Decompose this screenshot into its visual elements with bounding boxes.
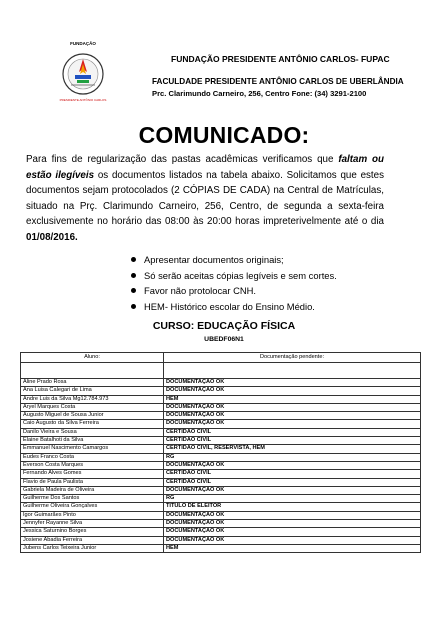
pending-document-cell: DOCUMENTAÇÃO OK [164,379,421,387]
svg-text:PRESIDENTE ANTÔNIO CARLOS: PRESIDENTE ANTÔNIO CARLOS [59,98,107,102]
student-name-cell: Guilherme Dos Santos [21,495,164,503]
class-code: UBEDF06N1 [204,336,244,343]
table-row [21,544,421,552]
table-row [21,520,421,528]
bullet-icon [131,304,136,309]
pending-document-cell: CERTIDÃO CIVIL [164,428,421,436]
page-title: COMUNICADO: [138,122,310,148]
table-row [21,461,421,469]
pending-document-cell: CERTIDÃO CIVIL [164,478,421,486]
course-title: CURSO: EDUCAÇÃO FÍSICA [152,320,296,332]
pending-document-cell: DOCUMENTAÇÃO OK [164,403,421,411]
pending-document-cell: DOCUMENTAÇÃO OK [164,486,421,494]
list-item: HEM- Histórico escolar do Ensino Médio. [130,299,337,315]
student-name-cell: Ana Luisa Calegari de Lima [21,387,164,395]
student-name-cell: Gabriela Madeira de Oliveira [21,486,164,494]
student-name-cell: Fernando Alves Gomes [21,470,164,478]
table-row [21,478,421,486]
student-name-cell: Everson Costa Marques [21,461,164,469]
table-row [21,486,421,494]
student-name-cell: Flavio de Paula Paulista [21,478,164,486]
faculty-name: FACULDADE PRESIDENTE ANTÔNIO CARLOS DE UBERLÂNDIA [152,77,404,86]
bullet-icon [131,273,136,278]
pending-document-cell: DOCUMENTAÇÃO OK [164,387,421,395]
pending-documents-table [20,352,421,553]
table-row [21,412,421,420]
student-name-cell: Andre Luis da Silva Mg12.784.973 [21,395,164,403]
table-row [21,387,421,395]
student-name-cell: Eudes Franco Costa [21,453,164,461]
address-line: Prc. Clarimundo Carneiro, 256, Centro Fone: (34) 3291-2100 [152,89,367,98]
pending-document-cell: DOCUMENTAÇÃO OK [164,536,421,544]
student-name-cell: Igor Guimarães Pinto [21,511,164,519]
table-row [21,495,421,503]
pending-document-cell: CERTIDÃO CIVIL [164,470,421,478]
student-name-cell: Josiene Abadia Ferreira [21,536,164,544]
notice-paragraph: Para fins de regularização das pastas acadêmicas verificamos que faltam ou estão ilegíveis os documentos listados na tabela abaixo. Solicitamos que estes documentos sejam protocolados (2 CÓPIAS DE CADA) na Central de Matrículas, situado na Prç. Clarimundo Carneiro, 256, Centro, de segunda a sexta-feira exclusivemente no horário das 08:00 às 20:00 horas impreterivelmente até o dia 01/08/2016. [26,154,385,243]
pending-document-cell: DOCUMENTAÇÃO OK [164,461,421,469]
foundation-name: FUNDAÇÃO PRESIDENTE ANTÔNIO CARLOS- FUPAC [171,54,390,64]
table-row [21,536,421,544]
student-name-cell: Elaine Batalhoti da Silva [21,437,164,445]
table-row [21,470,421,478]
pending-document-cell: HEM [164,544,421,552]
table-row [21,503,421,511]
table-row [21,528,421,536]
table-row [21,511,421,519]
pending-document-cell: HEM [164,395,421,403]
student-name-cell: Aline Prado Rosa [21,379,164,387]
table-row [21,420,421,428]
student-name-cell: Emmanuel Nascimento Camargos [21,445,164,453]
student-name-cell: Jubens Carlos Teixeira Junior [21,544,164,552]
pending-document-cell: DOCUMENTAÇÃO OK [164,420,421,428]
list-item: Apresentar documentos originais; [130,252,337,268]
table-row [21,428,421,436]
table-row [21,445,421,453]
fundacao-logo [58,38,108,108]
pending-document-cell: DOCUMENTAÇÃO OK [164,412,421,420]
bullet-icon [131,257,136,262]
column-header-student: Aluno: [21,353,164,363]
pending-document-cell: RG [164,453,421,461]
student-name-cell: Danilo Vieira e Sousa [21,428,164,436]
student-name-cell: Jennyfer Rayanne Silva [21,520,164,528]
student-name-cell: Caio Augusto da Silva Ferreira [21,420,164,428]
pending-document-cell: DOCUMENTAÇÃO OK [164,520,421,528]
column-header-pending: Documentação pendente: [164,353,421,363]
pending-document-cell: RG [164,495,421,503]
pending-document-cell: DOCUMENTAÇÃO OK [164,511,421,519]
list-item: Favor não protolocar CNH. [130,283,337,299]
bullet-icon [131,288,136,293]
list-item: Só serão aceitas cópias legíveis e sem cortes. [130,268,337,284]
table-row [21,363,421,379]
student-name-cell: Jessica Saturnino Borges [21,528,164,536]
student-name-cell: Augusto Miguel de Sousa Junior [21,412,164,420]
table-row [21,453,421,461]
table-row [21,437,421,445]
student-name-cell: Aryel Marques Costa [21,403,164,411]
student-name-cell: Guilherme Oliveira Gonçalves [21,503,164,511]
pending-document-cell: TÍTULO DE ELEITOR [164,503,421,511]
pending-document-cell: CERTIDÃO CIVIL [164,437,421,445]
table-row [21,395,421,403]
requirements-list [130,252,337,314]
svg-text:FUNDAÇÃO: FUNDAÇÃO [70,41,96,46]
pending-document-cell: CERTIDÃO CIVIL, RESERVISTA, HEM [164,445,421,453]
pending-document-cell: DOCUMENTAÇÃO OK [164,528,421,536]
table-row [21,403,421,411]
table-row [21,379,421,387]
